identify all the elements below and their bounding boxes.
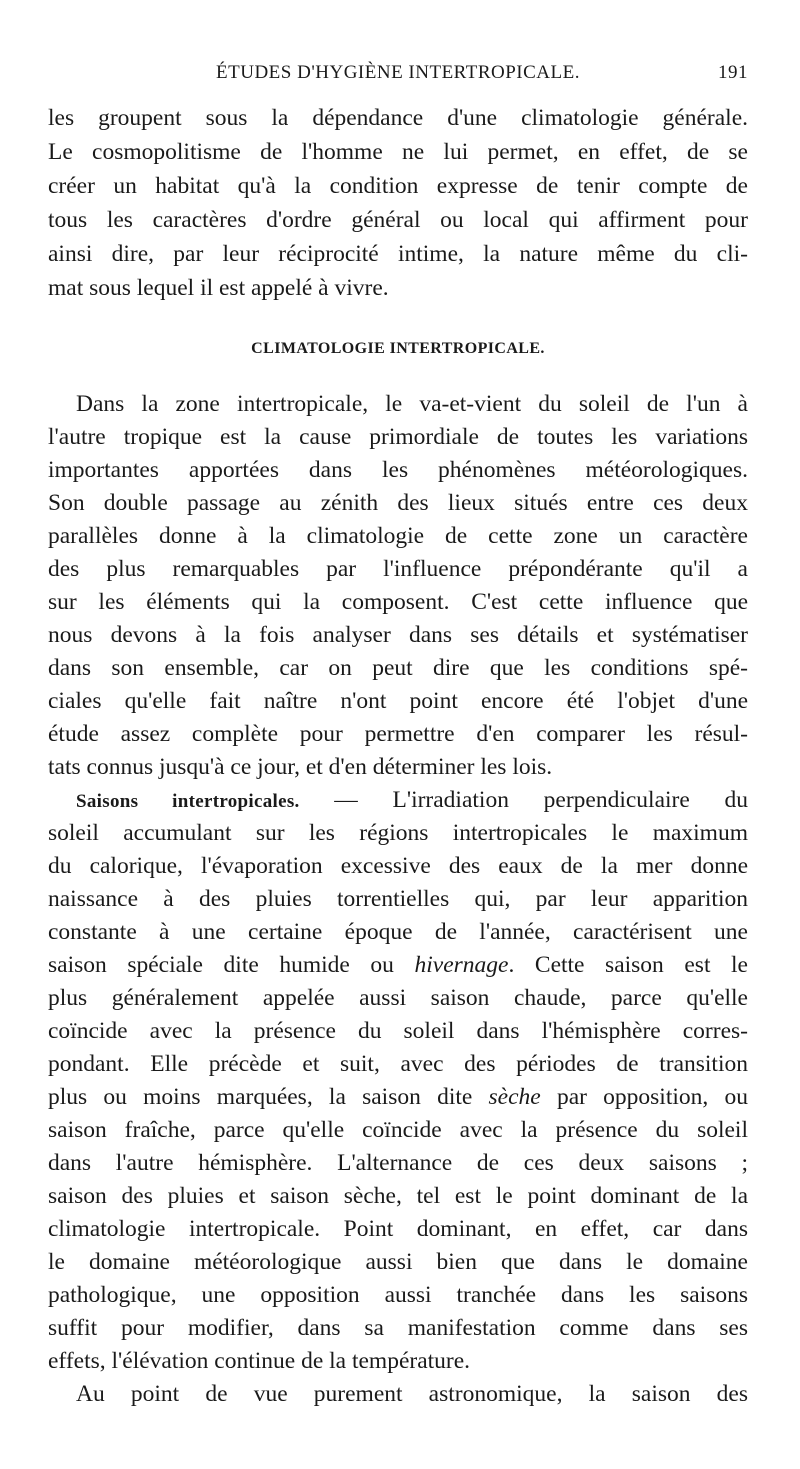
italic-term: hivernage — [414, 952, 509, 978]
text-line: ainsi dire, par leur réciprocité intime, la nature même du cli- — [48, 241, 748, 267]
running-head — [48, 62, 748, 90]
text-line: effets, l'élévation continue de la température. — [48, 1348, 471, 1374]
text-line: parallèles donne à la climatologie de cette zone un caractère — [48, 523, 748, 549]
page-number: 191 — [718, 62, 748, 83]
text-line: tous les caractères d'ordre général ou local qui affirment pour — [48, 207, 748, 233]
text-line — [76, 784, 748, 816]
text-line: importantes apportées dans les phénomènes météorologiques. — [48, 457, 748, 483]
text-line: Dans la zone intertropicale, le va-et-vient du soleil de l'un à — [76, 391, 748, 417]
text-line: saison fraîche, parce qu'elle coïncide avec la présence du soleil — [48, 1117, 748, 1143]
text-line: tats connus jusqu'à ce jour, et d'en déterminer les lois. — [48, 754, 553, 780]
run-in-heading: Saisons intertropicales. — [76, 791, 300, 812]
text-line: climatologie intertropicale. Point dominant, en effet, car dans — [48, 1216, 748, 1242]
text-line — [48, 949, 748, 981]
text-line: pondant. Elle précède et suit, avec des périodes de transition — [48, 1051, 748, 1077]
text-line: Le cosmopolitisme de l'homme ne lui permet, en effet, de se — [48, 139, 748, 165]
text-span: saison spéciale dite humide ou — [48, 952, 415, 978]
text-line: le domaine météorologique aussi bien que dans le domaine — [48, 1249, 748, 1275]
text-line: des plus remarquables par l'influence prépondérante qu'il a — [48, 556, 748, 582]
text-line: sur les éléments qui la composent. C'est cette influence que — [48, 589, 748, 615]
text-line: étude assez complète pour permettre d'en comparer les résul- — [48, 721, 748, 747]
text-line: Son double passage au zénith des lieux situés entre ces deux — [48, 490, 748, 516]
text-line: du calorique, l'évaporation excessive des eaux de la mer donne — [48, 853, 748, 879]
text-line: Au point de vue purement astronomique, la saison des — [76, 1381, 748, 1407]
text-line: naissance à des pluies torrentielles qui, par leur apparition — [48, 886, 748, 912]
text-line: nous devons à la fois analyser dans ses détails et systématiser — [48, 622, 748, 648]
text-line: ciales qu'elle fait naître n'ont point encore été l'objet d'une — [48, 688, 748, 714]
text-line: dans l'autre hémisphère. L'alternance de ces deux saisons ; — [48, 1150, 748, 1176]
text-line: mat sous lequel il est appelé à vivre. — [48, 275, 389, 301]
italic-term: sèche — [488, 1084, 541, 1110]
text-line: soleil accumulant sur les régions intertropicales le maximum — [48, 820, 748, 846]
text-line — [48, 1081, 748, 1113]
text-span: — L'irradiation perpendiculaire du — [299, 787, 748, 813]
text-line: les groupent sous la dépendance d'une climatologie générale. — [48, 105, 748, 131]
section-heading: CLIMATOLOGIE INTERTROPICALE. — [251, 340, 545, 357]
text-line: pathologique, une opposition aussi tranchée dans les saisons — [48, 1282, 748, 1308]
text-line: coïncide avec la présence du soleil dans l'hémisphère corres- — [48, 1018, 748, 1044]
text-line: suffit pour modifier, dans sa manifestation comme dans ses — [48, 1315, 748, 1341]
running-title: ÉTUDES D'HYGIÈNE INTERTROPICALE. — [216, 62, 580, 83]
text-span: . Cette saison est le — [508, 952, 748, 978]
text-line: créer un habitat qu'à la condition expresse de tenir compte de — [48, 173, 748, 199]
text-span: plus ou moins marquées, la saison dite — [48, 1084, 489, 1110]
text-line: plus généralement appelée aussi saison chaude, parce qu'elle — [48, 985, 748, 1011]
text-line: dans son ensemble, car on peut dire que les conditions spé- — [48, 655, 748, 681]
text-span: par opposition, ou — [540, 1084, 748, 1110]
text-line: l'autre tropique est la cause primordiale de toutes les variations — [48, 424, 748, 450]
text-line: saison des pluies et saison sèche, tel est le point dominant de la — [48, 1183, 748, 1209]
text-line: constante à une certaine époque de l'année, caractérisent une — [48, 919, 748, 945]
